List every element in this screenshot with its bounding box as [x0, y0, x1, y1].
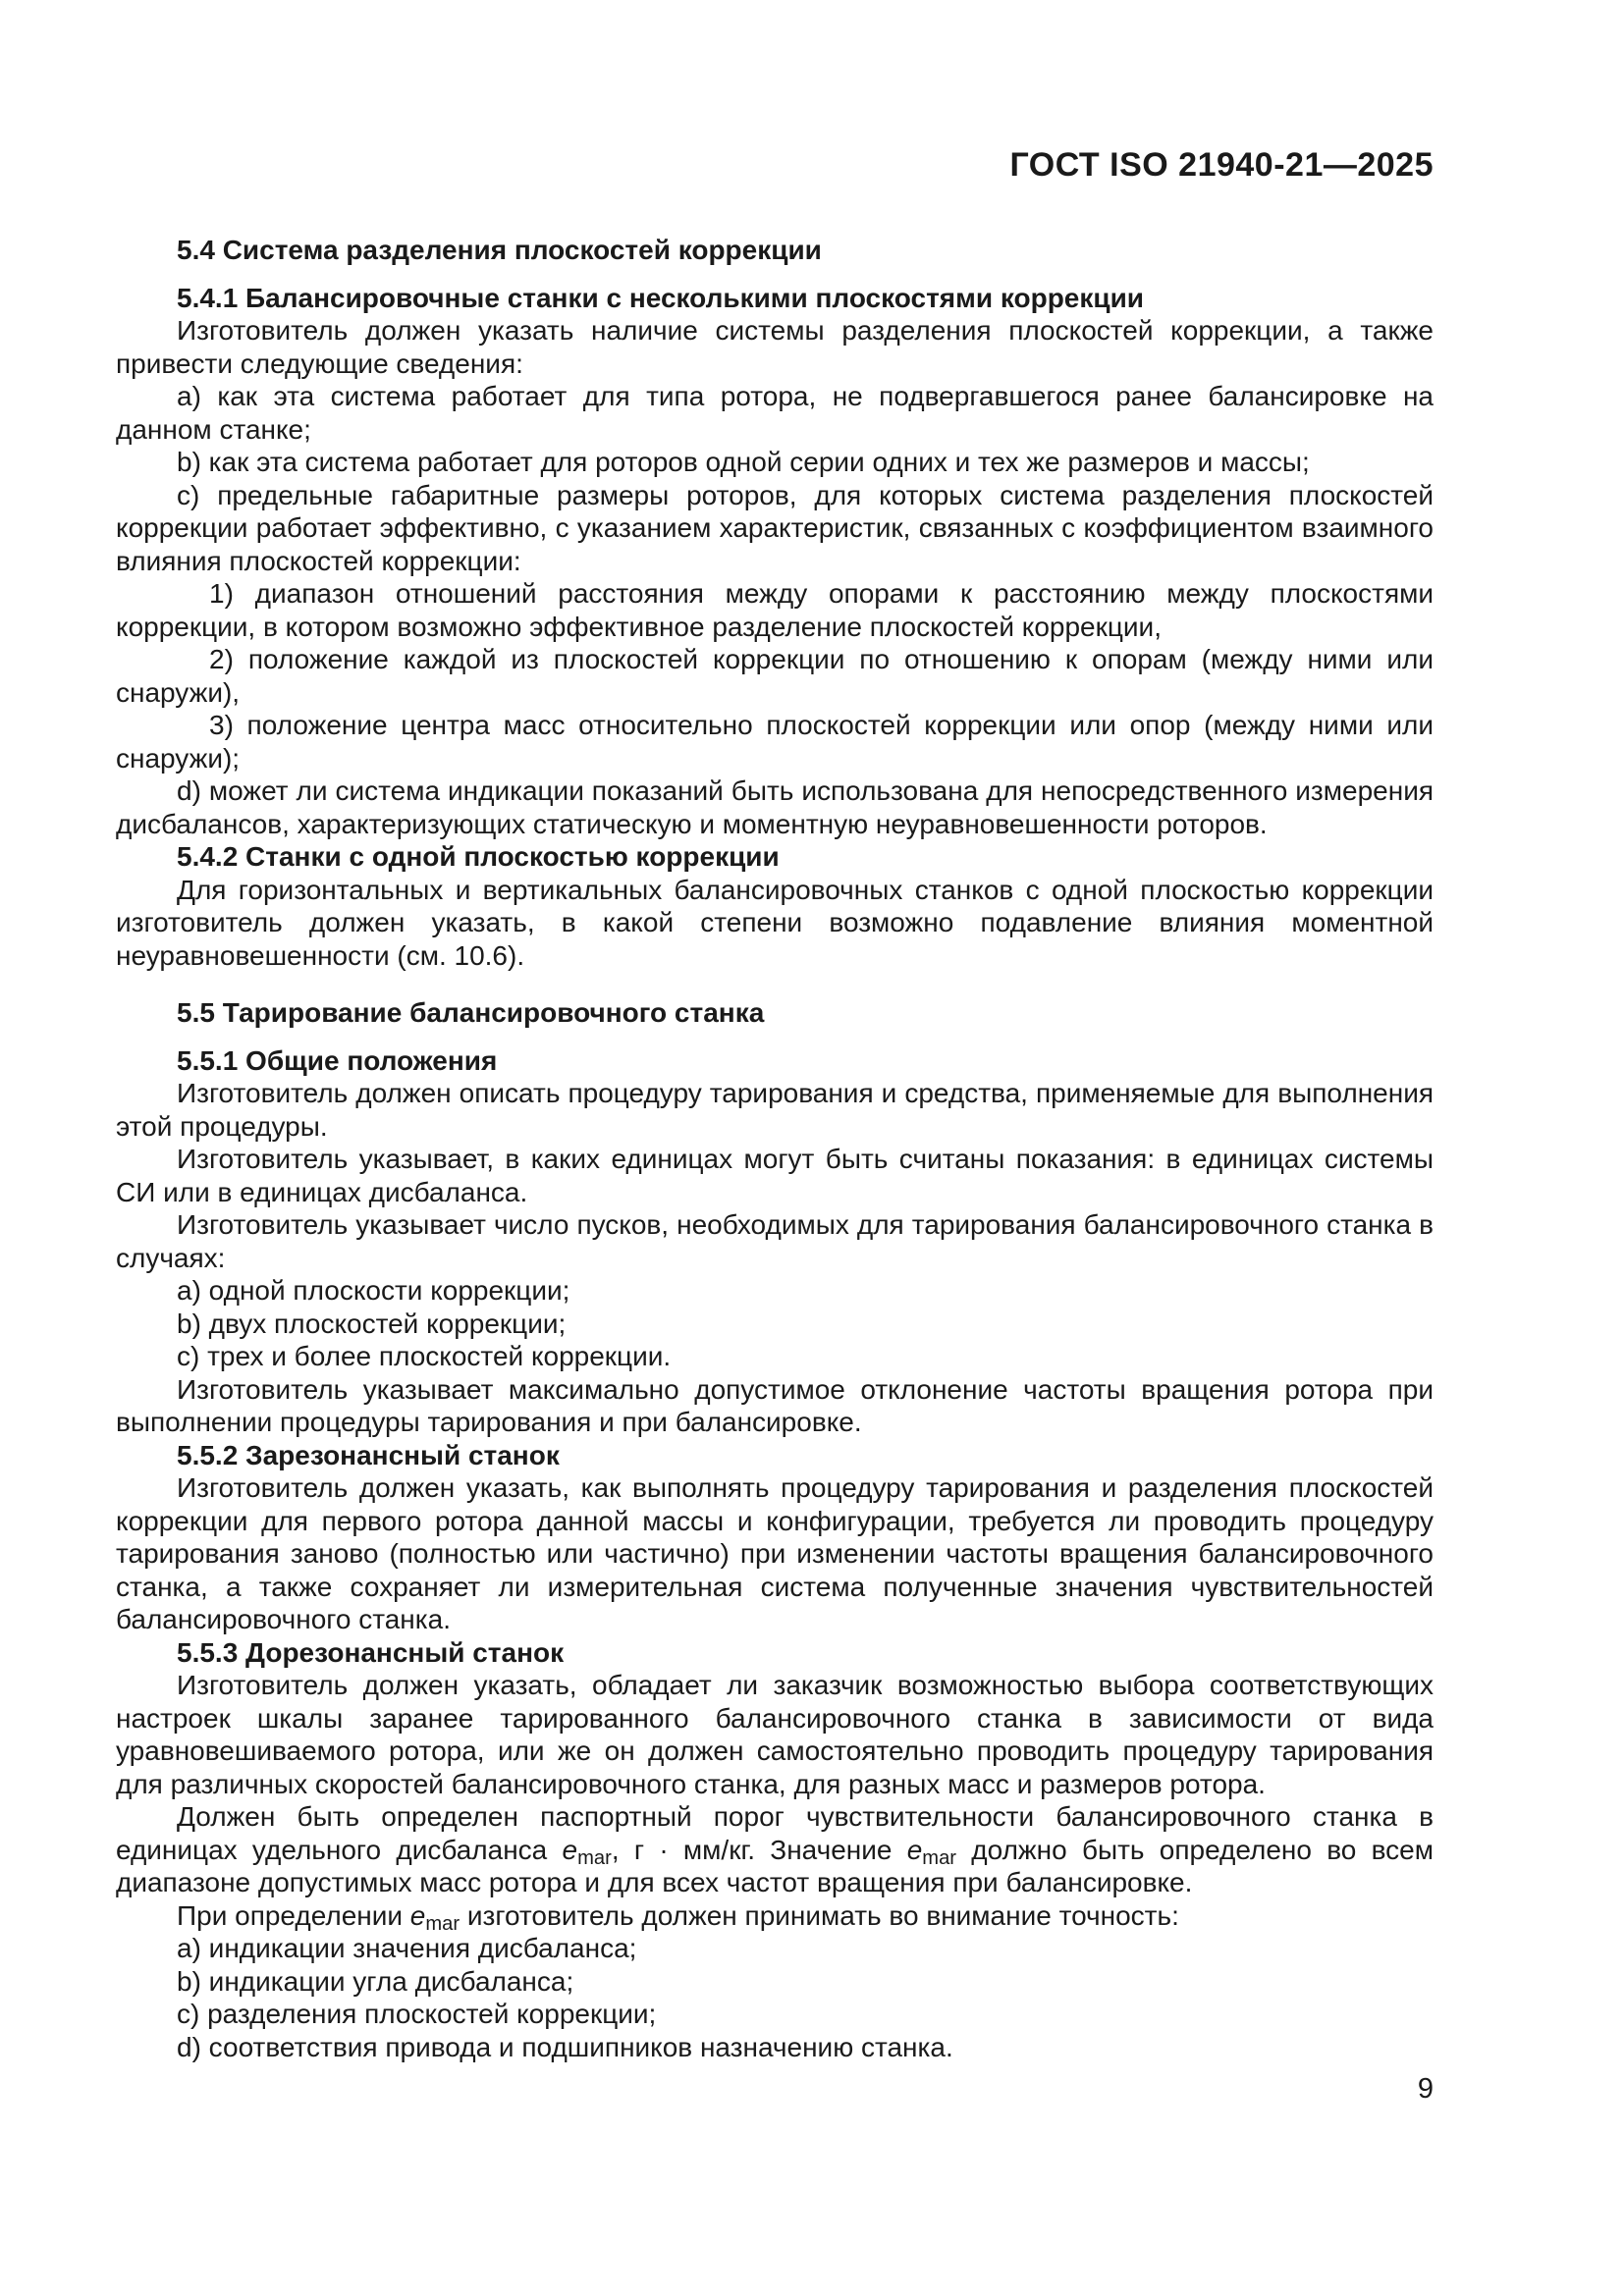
paragraph: Изготовитель указывает, в каких единицах могут быть считаны показания: в единицах системы СИ или в единицах дисбаланса. — [116, 1144, 1434, 1207]
emar-symbol: e — [409, 1899, 426, 1931]
running-header: ГОСТ ISO 21940-21—2025 — [1009, 146, 1434, 184]
sublist-item-3: 3) положение центра масс относительно плоскостей коррекции или опор (между ними или снаружи); — [116, 710, 1434, 774]
paragraph: Изготовитель указывает максимально допустимое отклонение частоты вращения ротора при выполнении процедуры тарирования и при балансировке. — [116, 1373, 1434, 1437]
section-heading-5-4: 5.4 Система разделения плоскостей коррекции — [177, 235, 822, 265]
page-number: 9 — [1417, 2073, 1434, 2105]
list-item-b: b) двух плоскостей коррекции; — [177, 1308, 567, 1339]
emar-subscript: mar — [922, 1847, 957, 1870]
subsection-heading-5-4-1: 5.4.1 Балансировочные станки с несколькими плоскостями коррекции — [177, 282, 1145, 313]
text-run: При определении — [177, 1899, 410, 1931]
subsection-heading-5-5-1: 5.5.1 Общие положения — [177, 1044, 498, 1076]
list-item-b: b) индикации угла дисбаланса; — [177, 1965, 574, 1997]
list-item-a: a) как эта система работает для типа ротора, не подвергавшегося ранее балансировке на данном станке; — [116, 381, 1434, 445]
document-body — [116, 234, 1434, 2063]
text-run: изготовитель должен принимать во внимание точность: — [460, 1899, 1179, 1931]
subsection-heading-5-5-3: 5.5.3 Дорезонансный станок — [177, 1636, 565, 1668]
text-run: должно быть определено во всем диапазоне допустимых масс ротора и для всех частот вращения при балансировке. — [116, 1834, 1435, 1897]
list-item-c: c) трех и более плоскостей коррекции. — [177, 1341, 672, 1371]
sublist-item-1: 1) диапазон отношений расстояния между опорами к расстоянию между плоскостями коррекции, в котором возможно эффективное разделение плоскостей коррекции, — [116, 578, 1434, 642]
text-run: , г · мм/кг. Значение — [611, 1834, 907, 1865]
emar-subscript: mar — [425, 1913, 460, 1936]
list-item-c: c) разделения плоскостей коррекции; — [177, 1999, 657, 2029]
paragraph: Изготовитель должен указать наличие системы разделения плоскостей коррекции, а также привести следующие сведения: — [116, 315, 1434, 379]
subsection-heading-5-4-2: 5.4.2 Станки с одной плоскостью коррекции — [177, 841, 780, 872]
list-item-a: a) одной плоскости коррекции; — [177, 1275, 570, 1306]
emar-symbol: e — [562, 1834, 578, 1865]
list-item-b: b) как эта система работает для роторов одной серии одних и тех же размеров и массы; — [177, 447, 1310, 477]
list-item-a: a) индикации значения дисбаланса; — [177, 1933, 637, 1963]
section-heading-5-5: 5.5 Тарирование балансировочного станка — [177, 997, 765, 1028]
subsection-heading-5-5-2: 5.5.2 Зарезонансный станок — [177, 1439, 560, 1470]
list-item-d: d) соответствия привода и подшипников назначению станка. — [177, 2031, 953, 2062]
paragraph: Изготовитель должен указать, обладает ли заказчик возможностью выбора соответствующих настроек шкалы заранее тарированного балансировочного станка в зависимости от вида уравновешиваемого ротора, или же он должен самостоятельно проводить процедуру тарирования для различных скоростей балансировочного станка, для разных масс и размеров ротора. — [116, 1670, 1434, 1799]
paragraph: Изготовитель должен указать, как выполнять процедуру тарирования и разделения плоскостей коррекции для первого ротора данной массы и конфигурации, требуется ли проводить процедуру тарирования заново (полностью или частично) при изменении частоты вращения балансировочного станка, а также сохраняет ли измерительная система полученные значения чувствительностей балансировочного станка. — [116, 1472, 1434, 1634]
paragraph: Для горизонтальных и вертикальных балансировочных станков с одной плоскостью коррекции изготовитель должен указать, в какой степени возможно подавление влияния моментной неуравновешенности (см. 10.6). — [116, 874, 1434, 971]
paragraph: Изготовитель должен описать процедуру тарирования и средства, применяемые для выполнения этой процедуры. — [116, 1078, 1434, 1142]
sublist-item-2: 2) положение каждой из плоскостей коррекции по отношению к опорам (между ними или снаружи), — [116, 644, 1434, 708]
text-run: Должен быть определен паспортный порог чувствительности балансировочного станка в единицах удельного дисбаланса — [116, 1801, 1434, 1865]
paragraph: Изготовитель указывает число пусков, необходимых для тарирования балансировочного станка в случаях: — [116, 1209, 1434, 1273]
emar-subscript: mar — [577, 1847, 612, 1870]
list-item-d: d) может ли система индикации показаний быть использована для непосредственного измерения дисбалансов, характеризующих статическую и моментную неуравновешенности роторов. — [116, 775, 1434, 839]
paragraph-emar-accuracy — [116, 1899, 1434, 1936]
paragraph-emar-definition — [116, 1800, 1434, 1899]
list-item-c: c) предельные габаритные размеры роторов, для которых система разделения плоскостей коррекции работает эффективно, с указанием характеристик, связанных с коэффициентом взаимного влияния плоскостей коррекции: — [116, 479, 1434, 576]
emar-symbol: e — [906, 1834, 923, 1865]
